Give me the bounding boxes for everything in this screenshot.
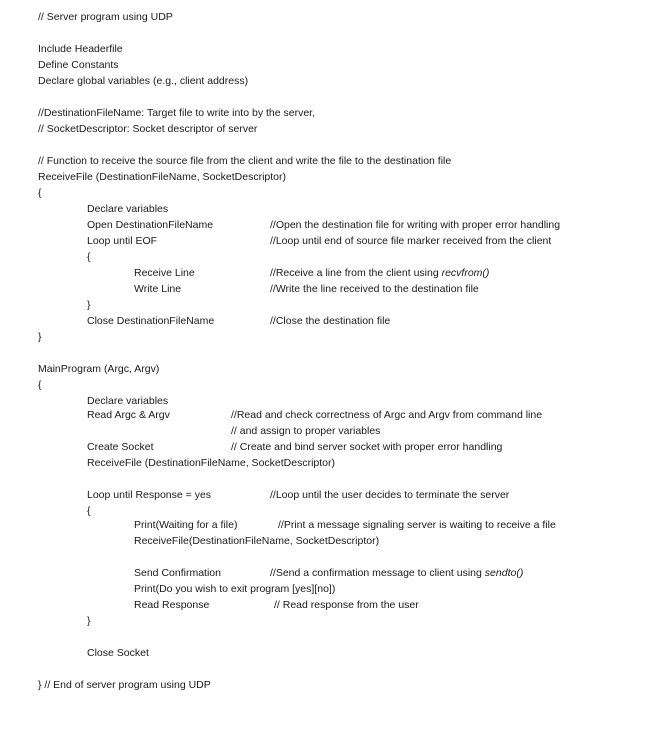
m-loop-open-brace: { [87, 505, 91, 517]
m-print-wait-comment: //Print a message signaling server is waiting to receive a file [278, 519, 556, 531]
function-open-brace: { [38, 187, 42, 199]
m-receivefile: ReceiveFile (DestinationFileName, SocketDescriptor) [87, 457, 336, 469]
declare-globals-line: Declare global variables (e.g., client address) [38, 75, 249, 87]
m-read-response: Read Response [134, 599, 210, 611]
m-print-wait: Print(Waiting for a file) [134, 519, 238, 531]
socket-comment: // SocketDescriptor: Socket descriptor of server [38, 123, 258, 135]
rf-open: Open DestinationFileName [87, 219, 214, 231]
recvfrom-function: recvfrom() [441, 267, 490, 279]
m-send-comment [270, 566, 523, 580]
rf-loop: Loop until EOF [87, 235, 158, 247]
end-comment: } // End of server program using UDP [38, 679, 211, 691]
m-read: Read Argc & Argv [87, 409, 170, 421]
rf-receive: Receive Line [134, 267, 195, 279]
m-read-comment-1: //Read and check correctness of Argc and Argv from command line [231, 409, 543, 421]
m-read-response-comment: // Read response from the user [274, 599, 419, 611]
main-signature: MainProgram (Argc, Argv) [38, 363, 160, 375]
m-send-confirmation: Send Confirmation [134, 567, 221, 579]
rf-write: Write Line [134, 283, 182, 295]
function-comment: // Function to receive the source file from the client and write the file to the destination file [38, 155, 452, 167]
m-loop: Loop until Response = yes [87, 489, 212, 501]
function-signature: ReceiveFile (DestinationFileName, SocketDescriptor) [38, 171, 287, 183]
m-loop-comment: //Loop until the user decides to terminate the server [270, 489, 510, 501]
m-receivefile-2: ReceiveFile(DestinationFileName, SocketDescriptor) [134, 535, 380, 547]
include-line: Include Headerfile [38, 43, 123, 55]
rf-loop-open-brace: { [87, 251, 91, 263]
rf-receive-comment [270, 266, 489, 280]
rf-open-comment: //Open the destination file for writing with proper error handling [270, 219, 561, 231]
m-print-exit: Print(Do you wish to exit program [yes][no]) [134, 583, 336, 595]
rf-loop-close-brace: } [87, 299, 91, 311]
m-send-comment-text: //Send a confirmation message to client using [270, 567, 485, 579]
define-line: Define Constants [38, 59, 119, 71]
rf-declare: Declare variables [87, 203, 169, 215]
m-declare: Declare variables [87, 395, 169, 407]
main-open-brace: { [38, 379, 42, 391]
m-create-comment: // Create and bind server socket with proper error handling [231, 441, 503, 453]
rf-write-comment: //Write the line received to the destination file [270, 283, 479, 295]
rf-loop-comment: //Loop until end of source file marker received from the client [270, 235, 552, 247]
rf-close: Close DestinationFileName [87, 315, 215, 327]
sendto-function: sendto() [484, 567, 524, 579]
m-loop-close-brace: } [87, 615, 91, 627]
destination-comment: //DestinationFileName: Target file to write into by the server, [38, 107, 316, 119]
m-create-socket: Create Socket [87, 441, 154, 453]
m-read-comment-2: // and assign to proper variables [231, 425, 381, 437]
title-comment: // Server program using UDP [38, 11, 173, 23]
rf-close-comment: //Close the destination file [270, 315, 391, 327]
m-close-socket: Close Socket [87, 647, 149, 659]
rf-receive-comment-text: //Receive a line from the client using [270, 267, 442, 279]
function-close-brace: } [38, 331, 42, 343]
